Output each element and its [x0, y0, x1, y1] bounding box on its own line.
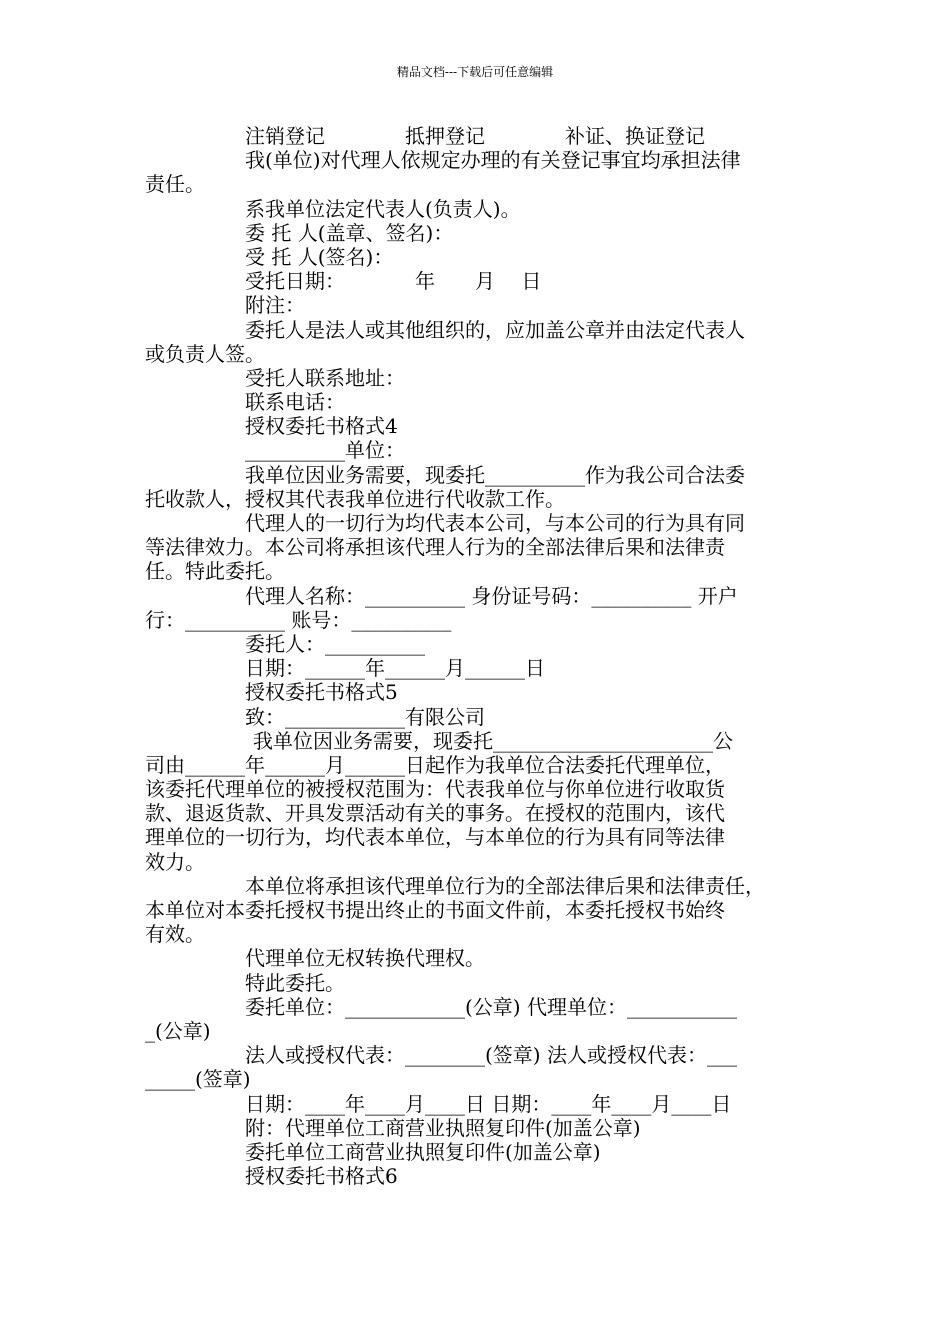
text-line: 代理人的一切行为均代表本公司，与本公司的行为具有同 [245, 511, 745, 535]
text-line: 行：__________ 账号：__________ [145, 607, 452, 632]
text-line: 委托人：__________ [245, 631, 425, 656]
text-line: 托收款人，授权其代表我单位进行代收款工作。 [145, 486, 565, 511]
section-heading: 授权委托书格式4 [245, 414, 398, 439]
text-line: 司由______年______月______日起作为我单位合法委托代理单位， [145, 752, 725, 777]
text-line: 附注： [245, 293, 305, 318]
text-line: 联系电话： [245, 390, 345, 415]
text-line: 日期：____年____月____日 日期：____年____月____日 [245, 1091, 732, 1116]
section-heading: 授权委托书格式5 [245, 680, 398, 705]
text-line: 委 托 人(盖章、签名)： [245, 220, 454, 245]
text-line: 受托日期： 年 月 日 [245, 269, 542, 294]
text-line: 法人或授权代表：________(签章) 法人或授权代表：___ [245, 1043, 737, 1068]
text-line: 理单位的一切行为，均代表本单位，与本单位的行为具有同等法律 [145, 825, 725, 850]
text-line: 我单位因业务需要，现委托__________作为我公司合法委 [245, 462, 745, 487]
text-line: 责任。 [145, 172, 205, 197]
text-line: 代理人名称：__________ 身份证号码：__________ 开户 [245, 583, 738, 608]
text-line: 日期：______年______月______日 [245, 656, 545, 681]
text-line: __________单位： [245, 438, 405, 463]
text-line: 特此委托。 [245, 970, 345, 995]
text-line: 受 托 人(签名)： [245, 244, 394, 269]
text-line: 本单位对本委托授权书提出终止的书面文件前，本委托授权书始终 [145, 898, 725, 922]
text-line: 委托单位工商营业执照复印件(加盖公章) [245, 1139, 601, 1164]
text-line: 款、退返货款、开具发票活动有关的事务。在授权的范围内，该代 [145, 801, 725, 826]
text-line: 代理单位无权转换代理权。 [245, 946, 485, 971]
text-line: 注销登记 抵押登记 补证、换证登记 [245, 124, 705, 148]
text-line: 或负责人签。 [145, 341, 265, 366]
text-line: 本单位将承担该代理单位行为的全部法律后果和法律责任， [245, 873, 765, 898]
text-line: _____(签章) [145, 1067, 251, 1092]
text-line: 该委托代理单位的被授权范围为：代表我单位与你单位进行收取货 [145, 777, 725, 802]
text-line: 有效。 [145, 922, 205, 947]
text-line: 附：代理单位工商营业执照复印件(加盖公章) [245, 1115, 641, 1140]
text-line: 受托人联系地址： [245, 365, 405, 390]
document-body [145, 124, 825, 1188]
text-line: 我单位因业务需要，现委托______________________公 [253, 728, 733, 753]
text-line: 委托单位：____________(公章) 代理单位：___________ [245, 994, 737, 1019]
text-line: 致：____________有限公司 [245, 704, 485, 729]
text-line: 等法律效力。本公司将承担该代理人行为的全部法律后果和法律责 [145, 535, 725, 560]
page-header: 精品文档---下载后可任意编辑 [396, 65, 554, 79]
text-line: 效力。 [145, 849, 205, 874]
text-line: 系我单位法定代表人(负责人)。 [245, 196, 521, 221]
text-line: 任。特此委托。 [145, 559, 285, 584]
text-line: 委托人是法人或其他组织的，应加盖公章并由法定代表人 [245, 317, 745, 342]
text-line: _(公章) [145, 1018, 211, 1043]
section-heading: 授权委托书格式6 [245, 1164, 398, 1189]
text-line: 我(单位)对代理人依规定办理的有关登记事宜均承担法律 [245, 148, 741, 173]
